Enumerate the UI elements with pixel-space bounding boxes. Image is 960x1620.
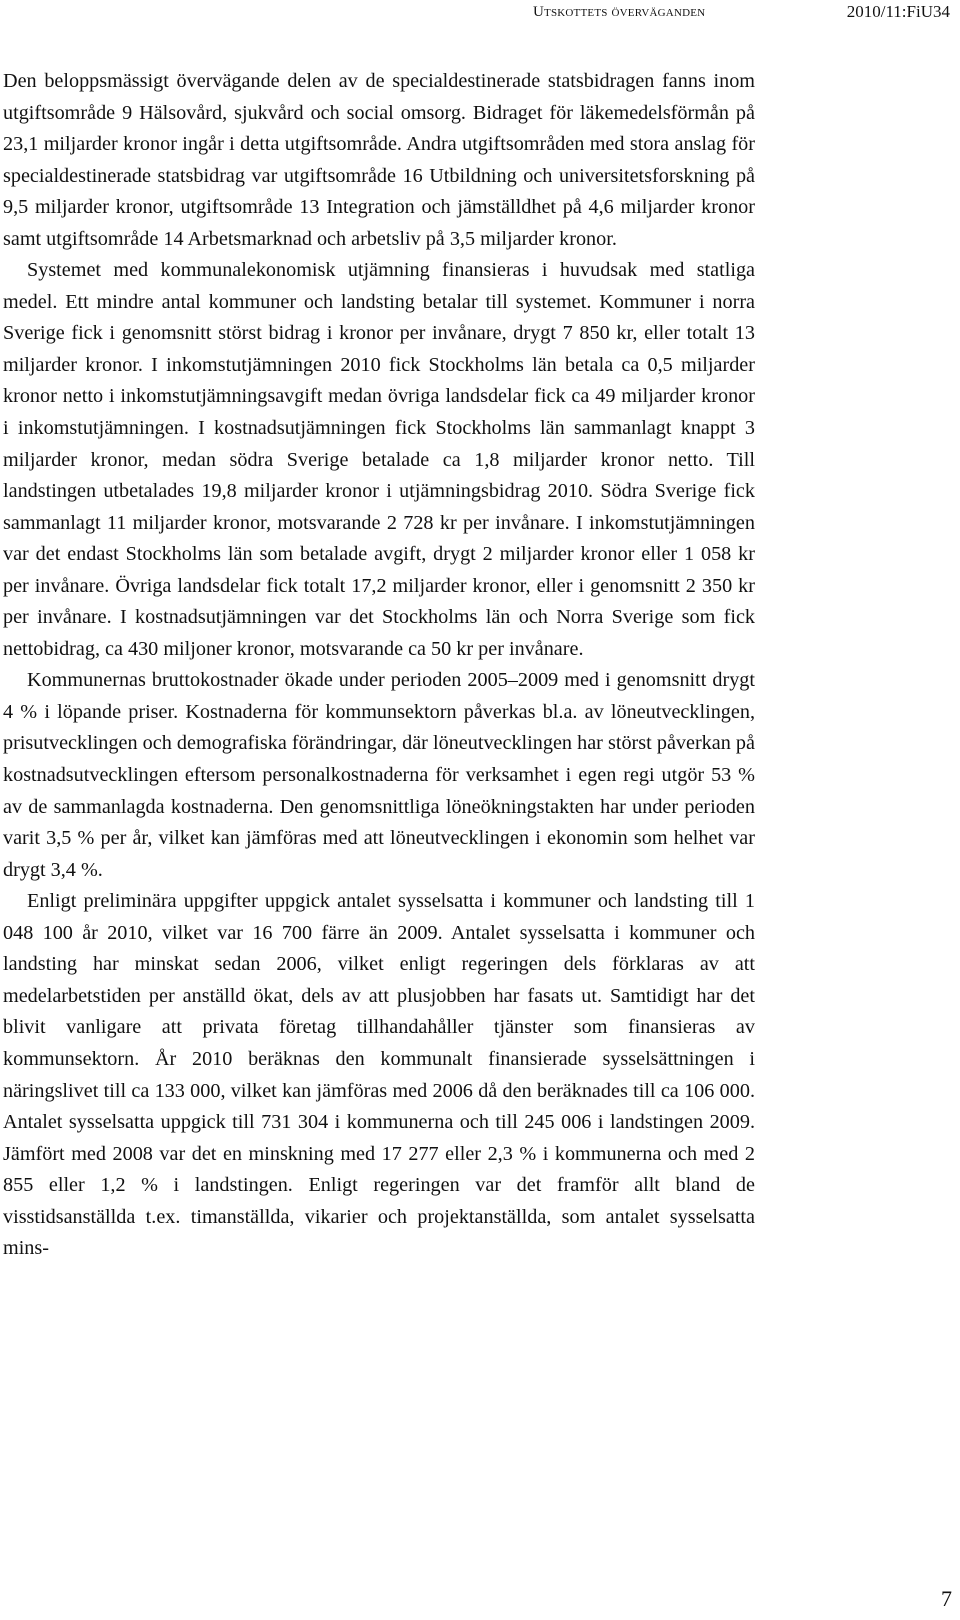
running-header xyxy=(0,4,960,28)
page-number: 7 xyxy=(941,1586,952,1611)
paragraph-4: Enligt preliminära uppgifter uppgick antalet sysselsatta i kommuner och landsting till 1 048 100 år 2010, vilket var 16 700 färre än 2009. Antalet sysselsatta i kommuner och landsting har minskat sedan 2006, vilket enligt regeringen dels förklaras av att medelarbetstiden per anställd ökat, dels av att plusjobben har fasats ut. Samtidigt har det blivit vanligare att privata företag tillhandahåller tjänster som finansieras av kommunsektorn. År 2010 beräknas den kommunalt finansierade sysselsättningen i näringslivet till ca 133 000, vilket kan jämföras med 2006 då den beräknades till ca 106 000. Antalet sysselsatta uppgick till 731 304 i kommunerna och till 245 006 i landstingen 2009. Jämfört med 2008 var det en minskning med 17 277 eller 2,3 % i kommunerna och med 2 855 eller 1,2 % i landstingen. Enligt regeringen var det framför allt bland de visstidsanställda t.ex. timanställda, vikarier och projektanställda, som antalet sysselsatta mins- xyxy=(3,890,755,1260)
paragraph-2: Systemet med kommunalekonomisk utjämning finansieras i huvudsak med statliga medel. Ett mindre antal kommuner och landsting betalar till systemet. Kommuner i norra Sverige fick i genomsnitt störst bidrag i kronor per invånare, drygt 7 850 kr, eller totalt 13 miljarder kronor. I inkomstutjämningen 2010 fick Stockholms län betala ca 0,5 miljarder kronor netto i inkomstutjämningsavgift medan övriga landsdelar fick ca 49 miljarder kronor i inkomstutjämningen. I kostnadsutjämningen fick Stockholms län sammanlagt knappt 3 miljarder kronor, medan södra Sverige betalade ca 1,8 miljarder kronor netto. Till landstingen utbetalades 19,8 miljarder kronor i utjämningsbidrag 2010. Södra Sverige fick sammanlagt 11 miljarder kronor, motsvarande 2 728 kr per invånare. I inkomstutjämningen var det endast Stockholms län som betalade avgift, drygt 2 miljarder kronor eller 1 058 kr per invånare. Övriga landsdelar fick totalt 17,2 miljarder kronor, eller i genomsnitt 2 350 kr per invånare. I kostnadsutjämningen var det Stockholms län och Norra Sverige som fick nettobidrag, ca 430 miljoner kronor, motsvarande ca 50 kr per invånare. xyxy=(3,259,755,660)
body-text xyxy=(3,66,755,1265)
paragraph-3: Kommunernas bruttokostnader ökade under perioden 2005–2009 med i genomsnitt drygt 4 % i löpande priser. Kostnaderna för kommunsektorn påverkas bl.a. av löneutvecklingen, prisutvecklingen och demografiska förändringar, där löneutvecklingen har störst påverkan på kostnadsutvecklingen eftersom personalkostnaderna för verksamhet i egen regi utgör 53 % av de sammanlagda kostnaderna. Den genomsnittliga löneökningstakten har under perioden varit 3,5 % per år, vilket kan jämföras med att löneutvecklingen i ekonomin som helhet var drygt 3,4 %. xyxy=(3,669,755,881)
section-title: Utskottets överväganden xyxy=(533,4,706,20)
paragraph-1: Den beloppsmässigt övervägande delen av de specialdestinerade statsbidragen fanns inom utgiftsområde 9 Hälsovård, sjukvård och social omsorg. Bidraget för läkemedelsförmån på 23,1 miljarder kronor ingår i detta utgiftsområde. Andra utgiftsområden med stora anslag för specialdestinerade statsbidrag var utgiftsområde 16 Utbildning och universitetsforskning på 9,5 miljarder kronor, utgiftsområde 13 Integration och jämställdhet på 4,6 miljarder kronor samt utgiftsområde 14 Arbetsmarknad och arbetsliv på 3,5 miljarder kronor. xyxy=(3,70,755,250)
document-id: 2010/11:FiU34 xyxy=(846,2,950,21)
